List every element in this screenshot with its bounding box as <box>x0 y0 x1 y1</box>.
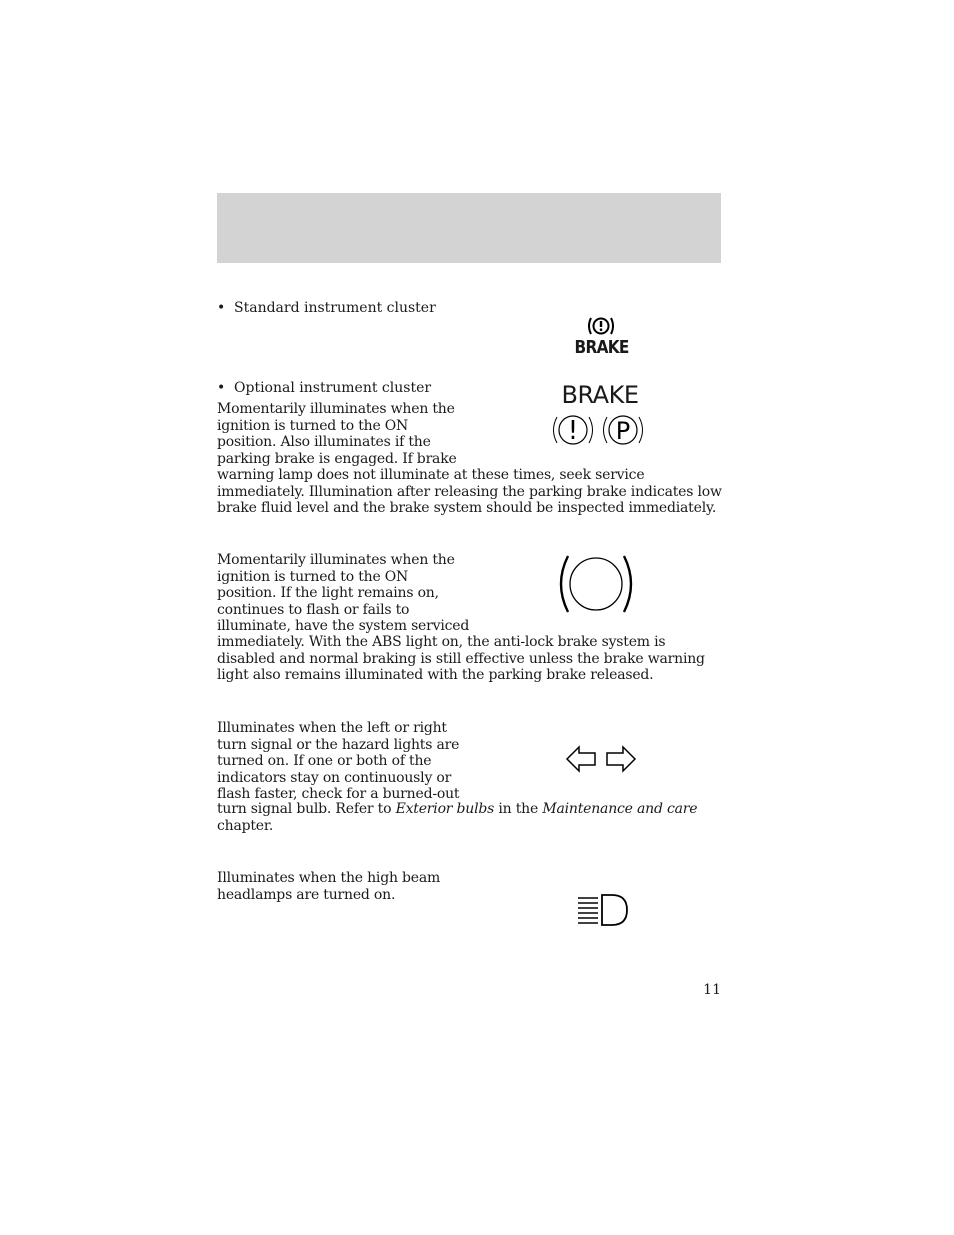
high-beam-text: Illuminates when the high beam headlamps are turned on. <box>217 870 441 903</box>
brake-warning-text-wide: warning lamp does not illuminate at these times, seek service immediately. Illumination after releasing the parking brake indicates low brake fluid level and the brake system should be inspected immediately. <box>217 467 722 516</box>
page-number: 11 <box>703 982 721 998</box>
brake-exclamation-glyph: ! <box>567 416 579 446</box>
abs-warning-text-wide: immediately. With the ABS light on, the anti-lock brake system is disabled and normal braking is still effective unless the brake warning light also remains illuminated with the parking brake released. <box>217 634 705 683</box>
abs-warning-text-narrow: Momentarily illuminates when the ignition is turned to the ON position. If the light remains on, continues to flash or fails to illuminate, have the system serviced <box>217 552 470 634</box>
turn-signal-text-end: chapter. <box>217 817 274 834</box>
turn-signal-text-mid: in the <box>494 801 543 817</box>
turn-signal-text-prefix: turn signal bulb. Refer to <box>217 801 396 817</box>
parking-p-glyph: P <box>615 417 631 445</box>
header-band <box>217 193 721 263</box>
brake-large-label: BRAKE <box>561 381 639 409</box>
brake-small-label: BRAKE <box>574 337 629 358</box>
high-beam-icon <box>575 893 631 929</box>
bullet-optional-label: Optional instrument cluster <box>234 380 432 396</box>
bullet-standard-label: Standard instrument cluster <box>234 300 436 316</box>
brake-parking-icon <box>550 410 648 450</box>
bullet-optional-cluster: • Optional instrument cluster <box>217 380 432 396</box>
brake-warning-circle-icon <box>586 316 616 336</box>
abs-circle-icon <box>558 552 634 616</box>
turn-signal-arrows-icon <box>564 742 638 776</box>
turn-signal-text-wide <box>217 801 697 834</box>
brake-warning-text-narrow: Momentarily illuminates when the ignition is turned to the ON position. Also illuminates if the parking brake is engaged. If brake <box>217 401 457 467</box>
right-arrow-icon <box>607 747 635 771</box>
left-arrow-icon <box>567 747 595 771</box>
turn-signal-text-narrow: Illuminates when the left or right turn signal or the hazard lights are turned on. If one or both of the indicators stay on continuously or flash faster, check for a burned-out <box>217 720 460 802</box>
maintenance-care-reference: Maintenance and care <box>542 801 698 817</box>
bullet-standard-cluster: • Standard instrument cluster <box>217 300 436 316</box>
exterior-bulbs-reference: Exterior bulbs <box>395 801 495 817</box>
